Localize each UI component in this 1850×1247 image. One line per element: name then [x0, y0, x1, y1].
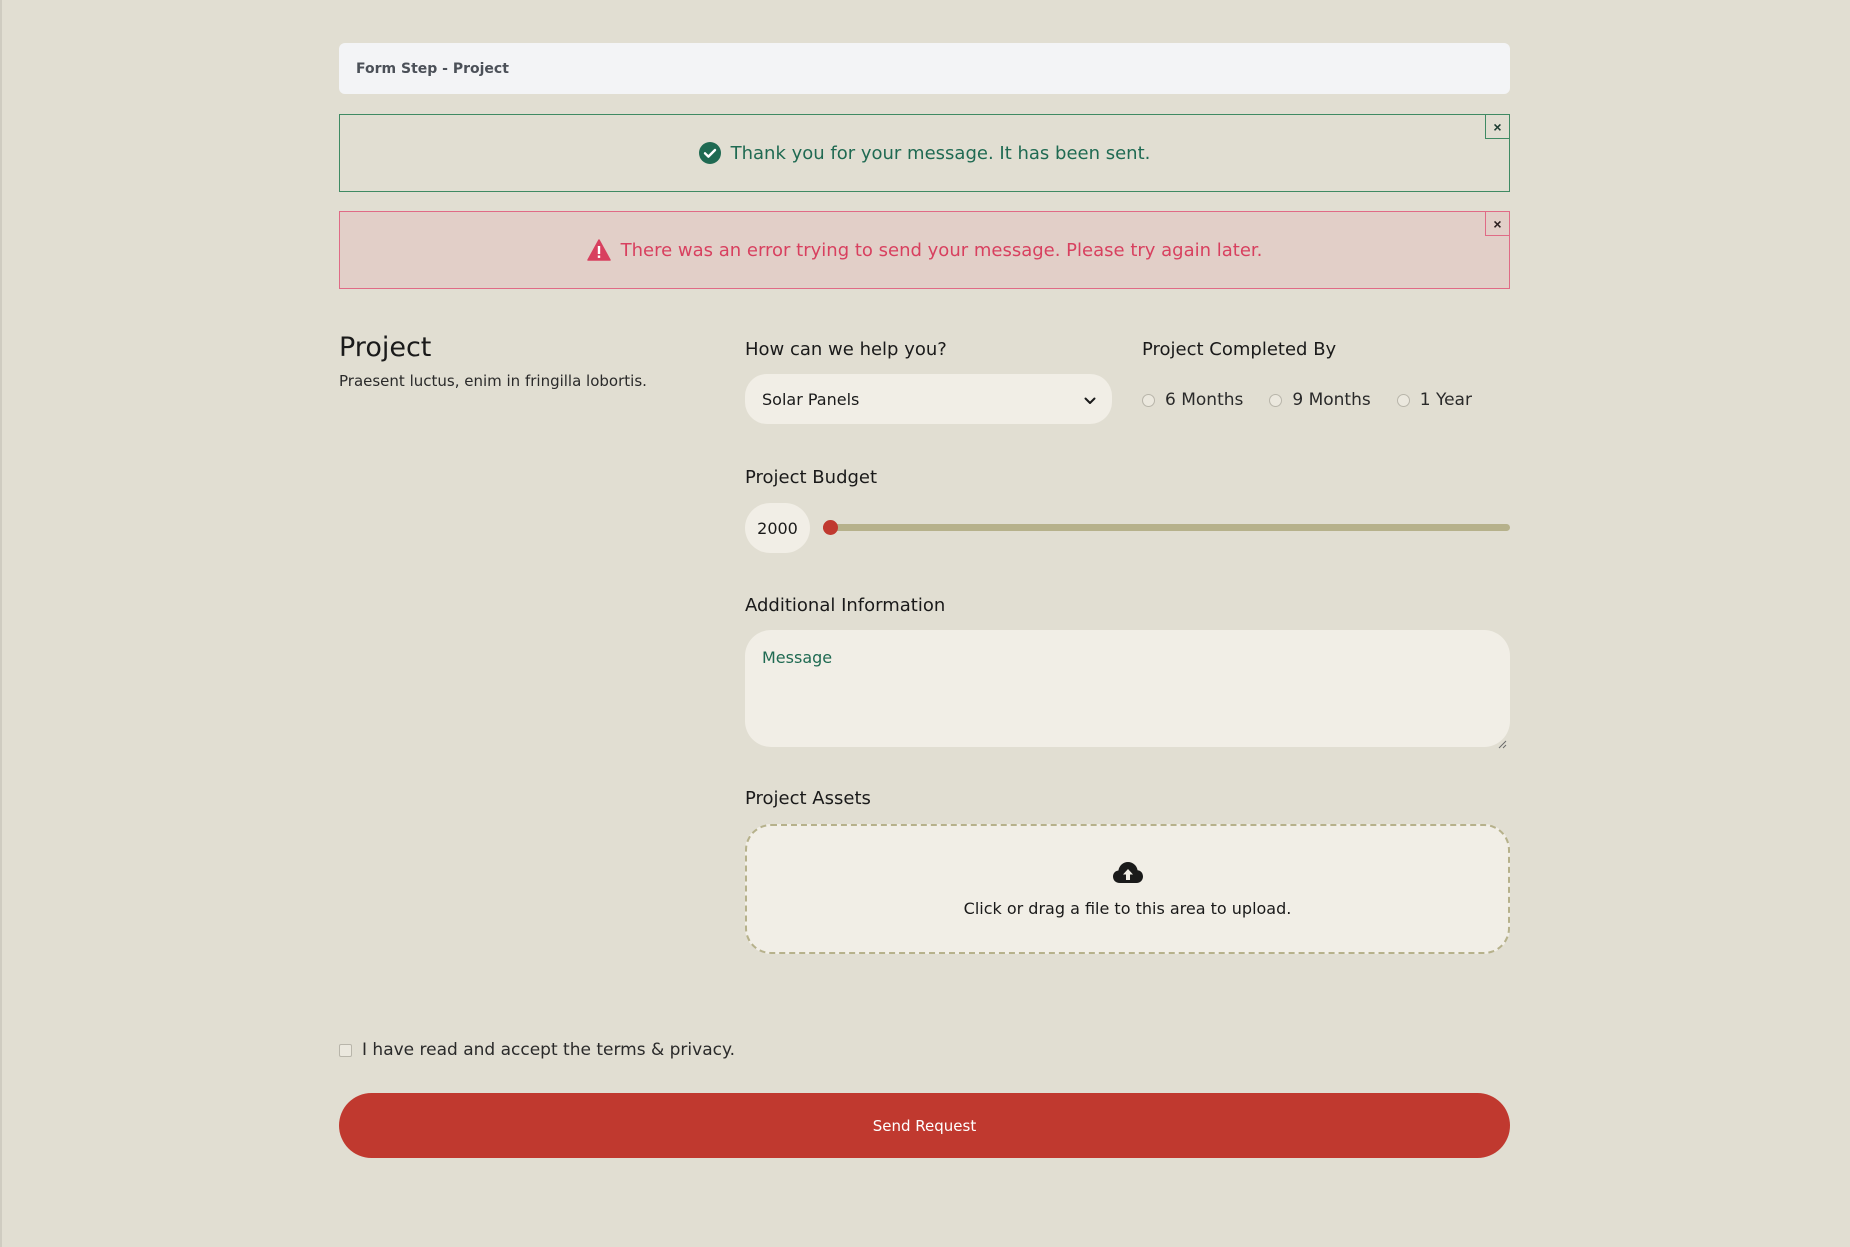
radio-label: 1 Year [1419, 390, 1472, 410]
check-circle-icon [699, 142, 721, 164]
budget-slider[interactable] [823, 524, 1510, 531]
terms-checkbox[interactable] [339, 1044, 352, 1057]
left-edge-divider [0, 0, 2, 1247]
message-placeholder: Message [762, 648, 833, 667]
cloud-upload-icon [1112, 861, 1144, 889]
radio-1-year[interactable] [1397, 390, 1472, 410]
budget-label: Project Budget [745, 467, 878, 488]
radio-circle[interactable] [1269, 394, 1282, 407]
chevron-down-icon [1084, 390, 1096, 409]
success-message: Thank you for your message. It has been sent. [730, 142, 1151, 164]
radio-9-months[interactable] [1269, 390, 1370, 410]
form-step-bar [339, 43, 1510, 94]
completed-by-radio-group [1142, 390, 1498, 410]
completed-by-label: Project Completed By [1142, 339, 1337, 360]
form-step-label: Form Step - Project [356, 60, 509, 77]
section-title: Project [339, 332, 432, 363]
section-description: Praesent luctus, enim in fringilla lobortis. [339, 372, 647, 390]
radio-label: 6 Months [1165, 390, 1244, 410]
close-error-button[interactable]: × [1485, 211, 1510, 236]
help-select-value: Solar Panels [762, 389, 860, 409]
send-request-button[interactable]: Send Request [339, 1093, 1510, 1158]
file-upload-dropzone[interactable] [745, 824, 1510, 954]
help-label: How can we help you? [745, 339, 947, 360]
warning-triangle-icon [587, 239, 611, 261]
help-select[interactable] [745, 374, 1112, 424]
additional-info-label: Additional Information [745, 595, 946, 616]
radio-label: 9 Months [1292, 390, 1371, 410]
terms-label: I have read and accept the terms & privacy. [362, 1040, 736, 1060]
terms-consent[interactable] [339, 1040, 735, 1060]
success-alert [339, 114, 1510, 192]
resize-handle-icon[interactable] [1497, 734, 1507, 744]
radio-circle[interactable] [1142, 394, 1155, 407]
message-textarea[interactable] [745, 630, 1510, 747]
radio-6-months[interactable] [1142, 390, 1243, 410]
budget-value-display: 2000 [745, 503, 810, 553]
assets-label: Project Assets [745, 788, 871, 809]
radio-circle[interactable] [1397, 394, 1410, 407]
upload-instructions: Click or drag a file to this area to upload. [963, 898, 1292, 918]
error-alert [339, 211, 1510, 289]
error-message: There was an error trying to send your message. Please try again later. [620, 239, 1263, 261]
close-success-button[interactable]: × [1485, 114, 1510, 139]
budget-slider-thumb[interactable] [823, 520, 838, 535]
